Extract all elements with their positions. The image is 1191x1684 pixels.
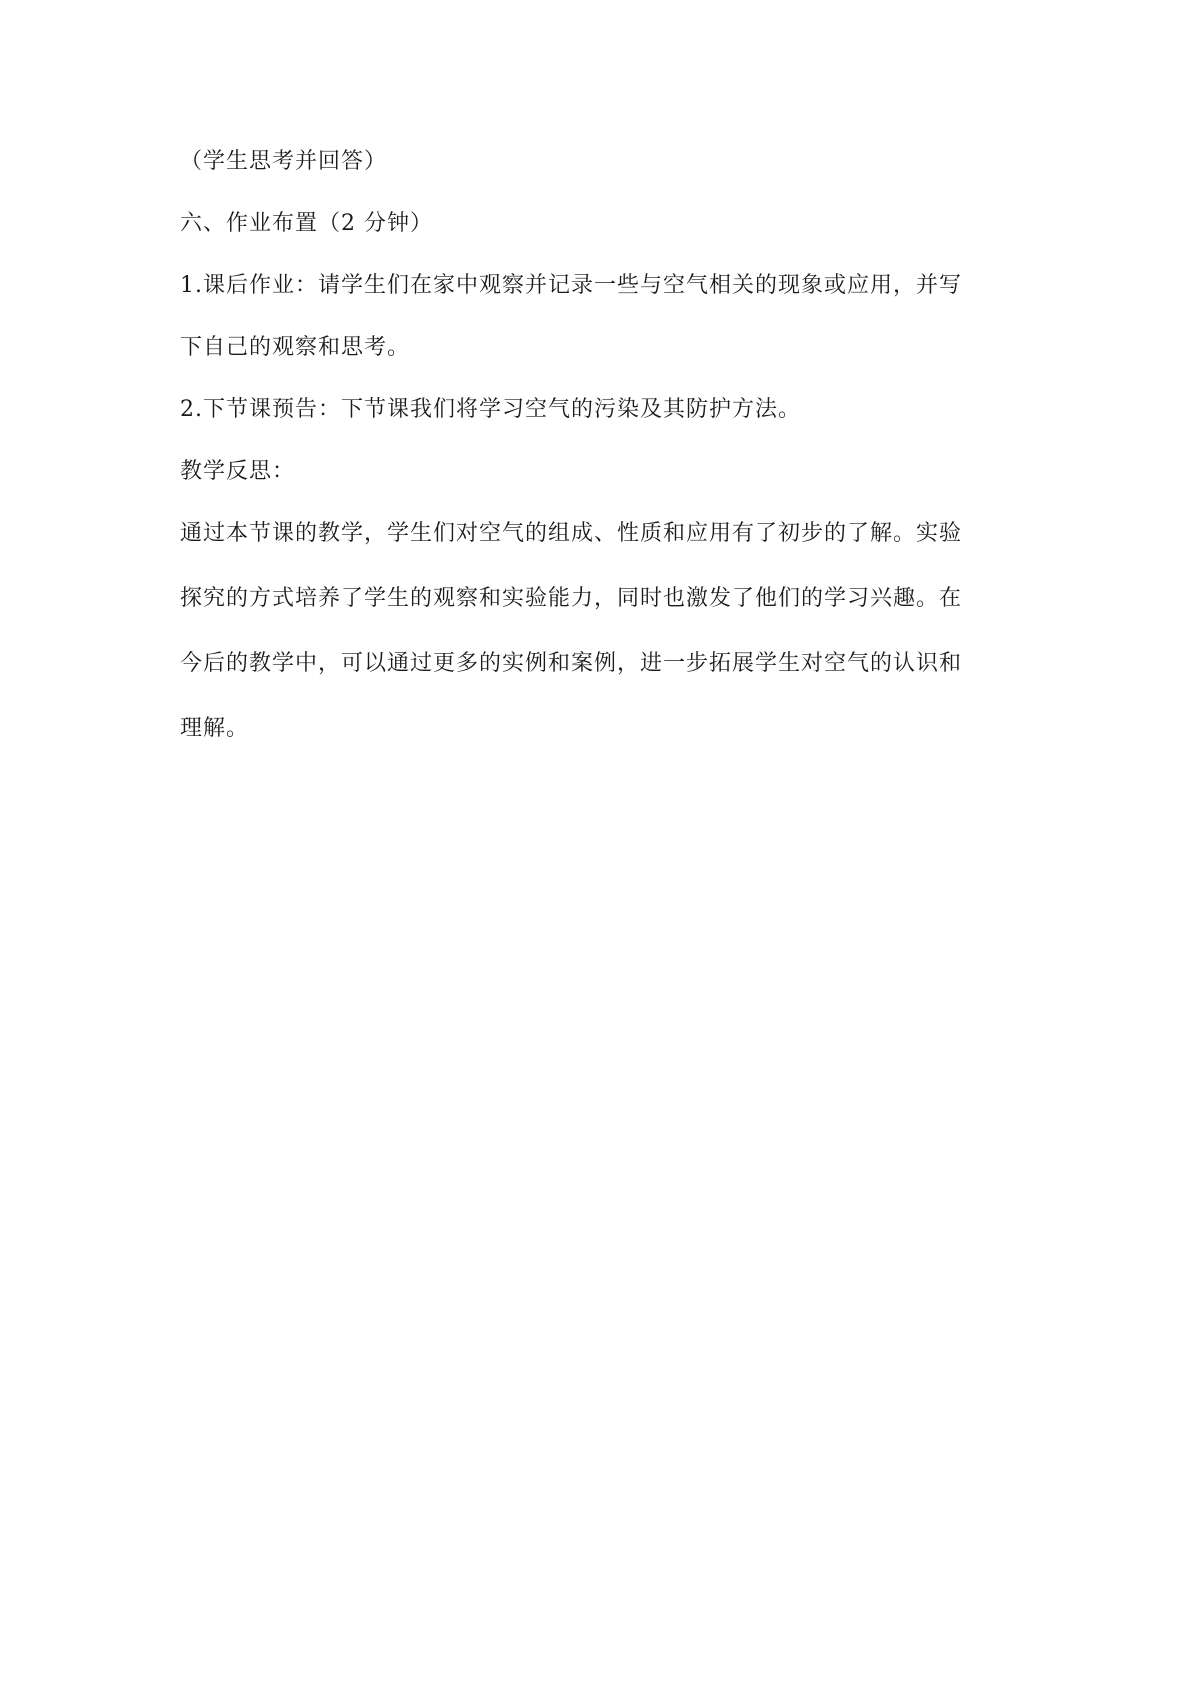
document-content <box>180 145 1013 746</box>
homework-section-heading: 六、作业布置（2 分钟） <box>180 211 433 236</box>
student-response-note: （学生思考并回答） <box>180 149 388 174</box>
reflection-paragraph-line-4: 理解。 <box>180 716 250 741</box>
reflection-paragraph-line-2: 探究的方式培养了学生的观察和实验能力，同时也激发了他们的学习兴趣。在 <box>180 586 963 611</box>
reflection-paragraph-line-3: 今后的教学中，可以通过更多的实例和案例，进一步拓展学生对空气的认识和 <box>180 651 963 676</box>
homework-item-1-line-2: 下自己的观察和思考。 <box>180 335 411 360</box>
reflection-heading: 教学反思： <box>180 459 296 484</box>
reflection-paragraph-line-1: 通过本节课的教学，学生们对空气的组成、性质和应用有了初步的了解。实验 <box>180 521 963 546</box>
homework-item-1-line-1: 1.课后作业：请学生们在家中观察并记录一些与空气相关的现象或应用，并写 <box>180 273 962 298</box>
homework-item-2: 2.下节课预告：下节课我们将学习空气的污染及其防护方法。 <box>180 397 801 422</box>
